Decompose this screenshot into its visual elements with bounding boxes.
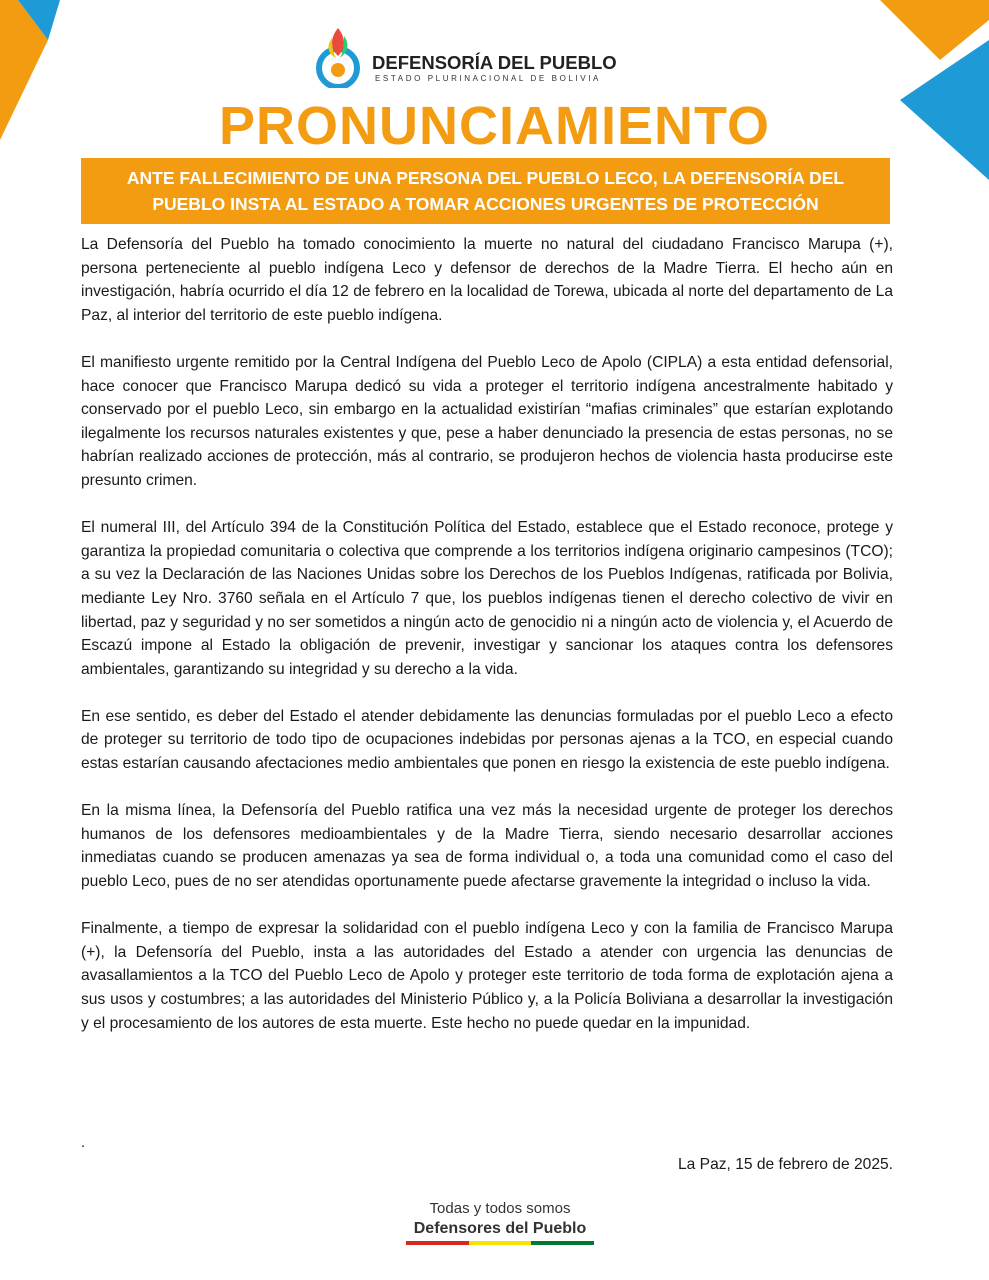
date-line: La Paz, 15 de febrero de 2025. bbox=[677, 1156, 893, 1173]
slogan-line-2: Defensores del Pueblo bbox=[413, 1220, 587, 1237]
banner-line-2: PUEBLO INSTA AL ESTADO A TOMAR ACCIONES URGENTES DE PROTECCIÓN bbox=[152, 194, 819, 214]
paragraph: El manifiesto urgente remitido por la Central Indígena del Pueblo Leco de Apolo (CIPLA) a esta entidad defensorial, hace conocer que Francisco Marupa dedicó su vida a proteger el territorio indígena ancestralmente habitado y conservado por el pueblo Leco, sin embargo en la actualidad existirían “mafias criminales” que estarían explotando ilegalmente los recursos naturales existentes y que, pese a haber denunciado la presencia de estas personas, no se habrían realizado acciones de protección, más al contrario, se produjeron hechos de violencia hasta producirse este presunto crimen. bbox=[81, 353, 893, 489]
headline-banner bbox=[81, 158, 890, 224]
page-title: PRONUNCIAMIENTO bbox=[218, 96, 771, 156]
defensoria-logo bbox=[300, 18, 620, 88]
flame-drop-logo-icon bbox=[300, 18, 370, 88]
flag-red-stripe bbox=[406, 1241, 469, 1245]
trailing-dot: . bbox=[81, 1134, 86, 1151]
banner-line-1: ANTE FALLECIMIENTO DE UNA PERSONA DEL PUEBLO LECO, LA DEFENSORÍA DEL bbox=[126, 168, 845, 188]
paragraph: En ese sentido, es deber del Estado el atender debidamente las denuncias formuladas por el pueblo Leco a efecto de proteger su territorio de todo tipo de ocupaciones indebidas por personas ajenas a la TCO, en especial cuando estas estarían causando afectaciones medio ambientales que ponen en riesgo la existencia de este pueblo indígena. bbox=[81, 707, 893, 773]
paragraph: Finalmente, a tiempo de expresar la solidaridad con el pueblo indígena Leco y con la familia de Francisco Marupa (+), la Defensoría del Pueblo, insta a las autoridades del Estado a atender con urgencia las denuncias de avasallamientos a la TCO del Pueblo Leco de Apolo y proteger este territorio de toda forma de explotación ajena a sus usos y costumbres; a las autoridades del Ministerio Público y, a la Policía Boliviana a desarrollar la investigación y el procesamiento de los autores de esta muerte. Este hecho no puede quedar en la impunidad. bbox=[81, 920, 893, 1032]
flag-green-stripe bbox=[531, 1241, 594, 1245]
paragraph: En la misma línea, la Defensoría del Pueblo ratifica una vez más la necesidad urgente de proteger los derechos humanos de los defensores medioambientales y de la Madre Tierra, siendo necesario desarrollar acciones inmediatas cuando se producen amenazas ya sea de forma individual o, a toda una comunidad como el caso del pueblo Leco, pues de no ser atendidas oportunamente puede afectarse gravemente la integridad o incluso la vida. bbox=[81, 802, 893, 891]
paragraph: El numeral III, del Artículo 394 de la Constitución Política del Estado, establece que el Estado reconoce, protege y garantiza la propiedad comunitaria o colectiva que comprende a los territorios indígena originario campesinos (TCO); a su vez la Declaración de las Naciones Unidas sobre los Derechos de los Pueblos Indígenas, ratificada por Bolivia, mediante Ley Nro. 3760 señala en el Artículo 7 que, los pueblos indígenas tienen el derecho colectivo de vivir en libertad, paz y seguridad y no ser sometidos a ningún acto de genocidio ni a ningún acto de violencia y, el Acuerdo de Escazú impone al Estado la obligación de prevenir, investigar y sancionar los ataques contra los defensores ambientales, garantizando su integridad y su derecho a la vida. bbox=[81, 519, 893, 678]
statement-body bbox=[81, 233, 893, 1059]
bolivia-flag-stripe bbox=[406, 1241, 594, 1245]
paragraph: La Defensoría del Pueblo ha tomado conocimiento la muerte no natural del ciudadano Francisco Marupa (+), persona perteneciente al pueblo indígena Leco y defensor de derechos de la Madre Tierra. El hecho aún en investigación, habría ocurrido el día 12 de febrero en la localidad de Torewa, ubicada al norte del departamento de La Paz, al interior del territorio de este pueblo indígena. bbox=[81, 236, 893, 324]
org-name: DEFENSORÍA DEL PUEBLO bbox=[372, 52, 617, 73]
slogan-line-1: Todas y todos somos bbox=[429, 1200, 571, 1217]
flag-yellow-stripe bbox=[469, 1241, 532, 1245]
org-subtitle: ESTADO PLURINACIONAL DE BOLIVIA bbox=[375, 74, 601, 83]
corner-decoration-top-left-blue bbox=[0, 0, 60, 40]
slogan bbox=[400, 1199, 600, 1239]
